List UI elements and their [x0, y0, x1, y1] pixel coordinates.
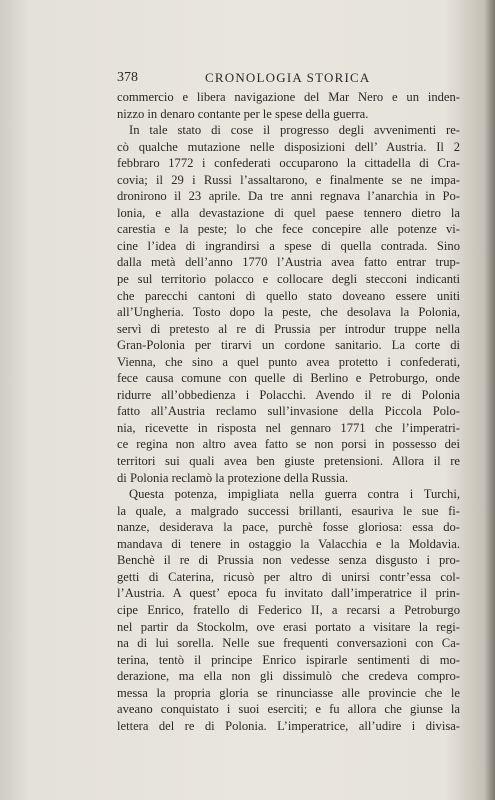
page-edge-shadow [485, 0, 495, 800]
text-line: carestia e la peste; lo che fece concepire alle potenze vi- [117, 222, 460, 237]
text-line: mandava di tenere in ostaggio la Valacchia e la Moldavia. [117, 536, 460, 551]
page-header [117, 70, 457, 88]
text-line: lonia, e alla devastazione di quel paese tennero dietro la [117, 205, 460, 220]
paragraph [117, 89, 460, 122]
text-line: aveano conquistato i suoi eserciti; e fu allora che giunse la [117, 702, 460, 717]
text-line: dronirono il 23 aprile. Da tre anni regnava l’anarchia in Po- [117, 189, 460, 204]
text-line: cò qualche mutazione nelle disposizioni dell’ Austria. Il 2 [117, 139, 460, 154]
text-line: nizzo in denaro contante per le spese della guerra. [117, 106, 369, 121]
text-line: messa la propria gloria se rinunciasse alle provincie che le [117, 685, 460, 700]
text-line: In tale stato di cose il progresso degli avvenimenti re- [129, 123, 460, 138]
text-line: fece causa comune con quelle di Berlino e Petroburgo, onde [117, 371, 460, 386]
text-line: ridurre all’obbedienza i Polacchi. Avendo il re di Polonia [117, 387, 460, 402]
text-line: l’Austria. A quest’ epoca fu invitato dall’imperatrice il prin- [117, 586, 460, 601]
text-line: covia; il 29 i Russi l’assaltarono, e finalmente se ne impa- [117, 172, 460, 187]
body-text [117, 89, 460, 734]
text-line: lettera del re di Polonia. L’imperatrice, all’udire i divisa- [117, 718, 460, 733]
text-line: servì di pretesto al re di Prussia per introdur truppe nella [117, 321, 460, 336]
running-head: CRONOLOGIA STORICA [205, 70, 371, 85]
text-line: nanze, desiderava la pace, purchè fosse gloriosa: essa do- [117, 520, 460, 535]
text-line: cine l’idea di ingrandirsi a spese di quella contrada. Sino [117, 238, 460, 253]
page-number: 378 [117, 70, 138, 85]
text-line: Vienna, che sino a quel punto avea protetto i confederati, [117, 354, 460, 369]
text-line: pe sul territorio polacco e collocare degli stecconi indicanti [117, 272, 460, 287]
text-line: Gran-Polonia per tirarvi un cordone sanitario. La corte di [117, 338, 460, 353]
text-line: fatto all’Austria reclamo sull’invasione della Piccola Polo- [117, 404, 460, 419]
text-line: febbraro 1772 i confederati occuparono la cittadella di Cra- [117, 156, 460, 171]
text-line: ce regina non altro avea fatto se non porsi in possesso dei [117, 437, 460, 452]
text-line: Benchè il re di Prussia non vedesse senza disgusto i pro- [117, 553, 460, 568]
text-line: commercio e libera navigazione del Mar Nero e un inden- [117, 90, 460, 104]
text-line: territori sui quali avea ben giuste pretensioni. Allora il re [117, 454, 460, 469]
paragraph [117, 486, 460, 734]
text-line: Questa potenza, impigliata nella guerra contra i Turchi, [129, 487, 460, 502]
text-line: nia, ricevette in risposta nel gennaro 1771 che l’imperatri- [117, 420, 460, 435]
text-line: getti di Caterina, ricusò per altro di unirsi contr’essa col- [117, 569, 460, 584]
text-line: cipe Enrico, fratello di Federico II, a recarsi a Petroburgo [117, 602, 460, 617]
text-line: terina, tentò il principe Enrico ispirarle sentimenti di mo- [117, 652, 460, 667]
text-line: all’Ungheria. Tosto dopo la peste, che desolava la Polonia, [117, 305, 460, 320]
paragraph [117, 122, 460, 486]
text-line: na di lui sorella. Nelle sue frequenti conversazioni con Ca- [117, 636, 460, 651]
text-line: dalla metà dell’anno 1770 l’Austria avea fatto entrar trup- [117, 255, 460, 270]
text-line: nel partir da Stockolm, ove erasi portato a visitare la regi- [117, 619, 460, 634]
text-line: che parecchi cantoni di quello stato doveano essere uniti [117, 288, 460, 303]
text-line: la quale, a malgrado successi brillanti, esauriva le sue fi- [117, 503, 460, 518]
text-line: derazione, ma ella non gli dissimulò che credeva compro- [117, 669, 460, 684]
text-line: di Polonia reclamò la protezione della Russia. [117, 470, 349, 485]
